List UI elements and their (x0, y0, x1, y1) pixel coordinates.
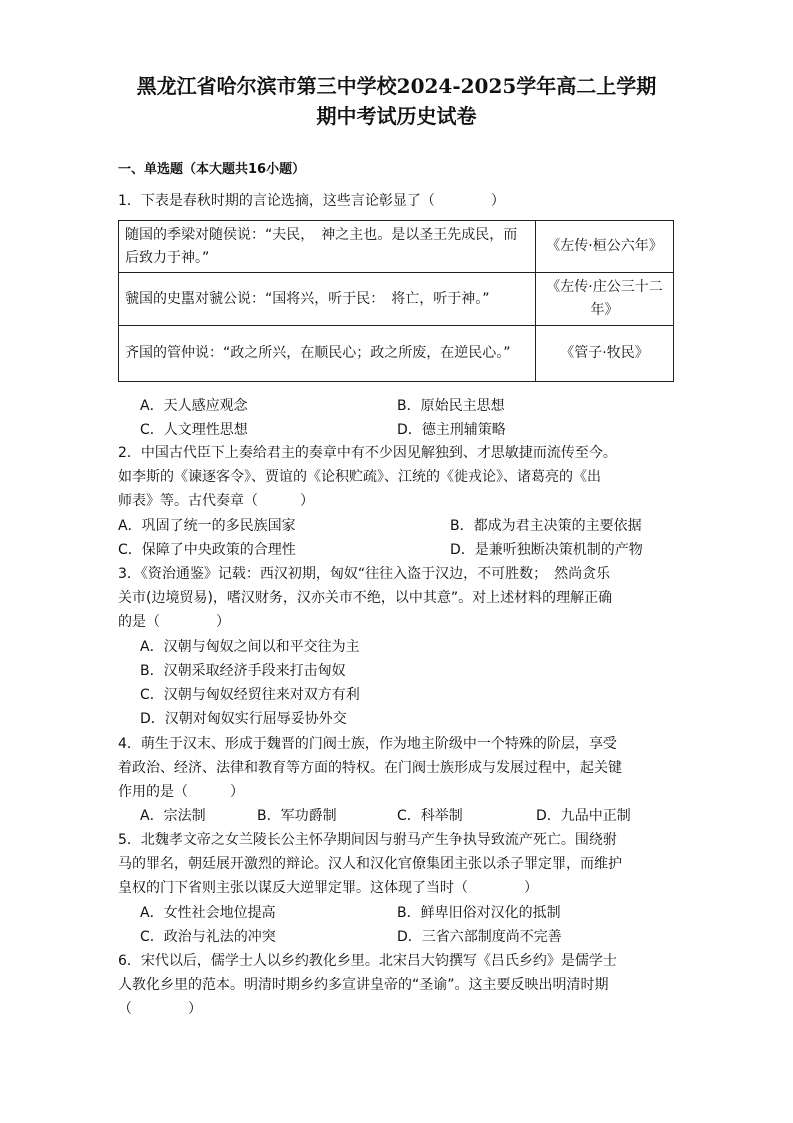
question-4-option-b[interactable]: B．军功爵制 (257, 808, 337, 824)
table-row (119, 326, 674, 382)
quote-cell: 随国的季梁对随侯说：“夫民， 神之主也。是以圣王先成民，而后致力于神。” (119, 221, 536, 273)
section-heading: 一、单选题（本大题共16小题） (118, 162, 306, 177)
question-1-option-b[interactable]: B．原始民主思想 (397, 398, 505, 414)
exam-title-line2: 期中考试历史试卷 (316, 104, 477, 128)
question-4-option-c[interactable]: C．科举制 (397, 808, 463, 824)
source-cell: 《左传·庄公三十二年》 (536, 273, 674, 326)
source-cell: 《左传·桓公六年》 (536, 221, 674, 273)
question-1-option-d[interactable]: D．德主刑辅策略 (397, 422, 506, 438)
quote-cell: 虢国的史嚚对虢公说：“国将兴，听于民： 将亡，听于神。” (119, 273, 536, 326)
question-3-option-c[interactable]: C．汉朝与匈奴经贸往来对双方有利 (140, 687, 360, 703)
exam-title-line1: 黑龙江省哈尔滨市第三中学校2024-2025学年高二上学期 (136, 74, 657, 98)
question-2-option-c[interactable]: C．保障了中央政策的合理性 (118, 542, 296, 558)
question-5-option-b[interactable]: B．鲜卑旧俗对汉化的抵制 (397, 905, 561, 921)
question-2-stem-line2: 如李斯的《谏逐客令》、贾谊的《论积贮疏》、江统的《徙戎论》、诸葛亮的《出 (118, 469, 601, 485)
question-5-stem-line3: 皇权的门下省则主张以谋反大逆罪定罪。这体现了当时（ ） (118, 880, 538, 896)
quote-cell: 齐国的管仲说：“政之所兴，在顺民心；政之所废，在逆民心。” (119, 326, 536, 382)
question-5-stem-line1: 5．北魏孝文帝之女兰陵长公主怀孕期间因与驸马产生争执导致流产死亡。围绕驸 (118, 832, 617, 848)
table-row (119, 221, 674, 273)
question-3-stem-line2: 关市(边境贸易)，嗜汉财务，汉亦关市不绝，以中其意”。对上述材料的理解正确 (118, 590, 613, 606)
question-2-option-a[interactable]: A．巩固了统一的多民族国家 (118, 518, 296, 534)
question-4-stem-line2: 着政治、经济、法律和教育等方面的特权。在门阀士族形成与发展过程中，起关键 (118, 760, 622, 776)
question-3-option-a[interactable]: A．汉朝与匈奴之间以和平交往为主 (140, 639, 360, 655)
table-row (119, 273, 674, 326)
question-2-stem-line3: 师表》等。古代奏章（ ） (118, 493, 314, 509)
question-2-stem-line1: 2．中国古代臣下上奏给君主的奏章中有不少因见解独到、才思敏捷而流传至今。 (118, 445, 617, 461)
source-cell: 《管子·牧民》 (536, 326, 674, 382)
question-4-option-a[interactable]: A．宗法制 (140, 808, 206, 824)
question-2-option-d[interactable]: D．是兼听独断决策机制的产物 (450, 542, 643, 558)
question-3-option-b[interactable]: B．汉朝采取经济手段来打击匈奴 (140, 663, 346, 679)
question-3-stem-line1: 3．《资治通鉴》记载：西汉初期，匈奴“往往入盗于汉边，不可胜数； 然尚贪乐 (118, 566, 611, 582)
question-6-stem-line3: （ ） (118, 1001, 202, 1017)
question-2-option-b[interactable]: B．都成为君主决策的主要依据 (450, 518, 642, 534)
question-4-stem-line1: 4．萌生于汉末、形成于魏晋的门阀士族，作为地主阶级中一个特殊的阶层，享受 (118, 736, 617, 752)
question-4-option-d[interactable]: D．九品中正制 (536, 808, 631, 824)
question-1-table (118, 220, 674, 382)
question-1-option-a[interactable]: A．天人感应观念 (140, 398, 248, 414)
question-1-stem: 1．下表是春秋时期的言论选摘，这些言论彰显了（ ） (118, 193, 505, 209)
question-5-option-d[interactable]: D．三省六部制度尚不完善 (397, 929, 562, 945)
question-6-stem-line2: 人教化乡里的范本。明清时期乡约多宣讲皇帝的“圣谕”。这主要反映出明清时期 (118, 977, 609, 993)
question-5-option-a[interactable]: A．女性社会地位提高 (140, 905, 276, 921)
question-1-option-c[interactable]: C．人文理性思想 (140, 422, 248, 438)
question-3-stem-line3: 的是（ ） (118, 614, 230, 630)
question-5-stem-line2: 马的罪名，朝廷展开激烈的辩论。汉人和汉化官僚集团主张以杀子罪定罪，而维护 (118, 856, 622, 872)
question-3-option-d[interactable]: D．汉朝对匈奴实行屈辱妥协外交 (140, 711, 347, 727)
question-6-stem-line1: 6．宋代以后，儒学士人以乡约教化乡里。北宋吕大钧撰写《吕氏乡约》是儒学士 (118, 953, 617, 969)
question-4-stem-line3: 作用的是（ ） (118, 784, 244, 800)
question-5-option-c[interactable]: C．政治与礼法的冲突 (140, 929, 276, 945)
